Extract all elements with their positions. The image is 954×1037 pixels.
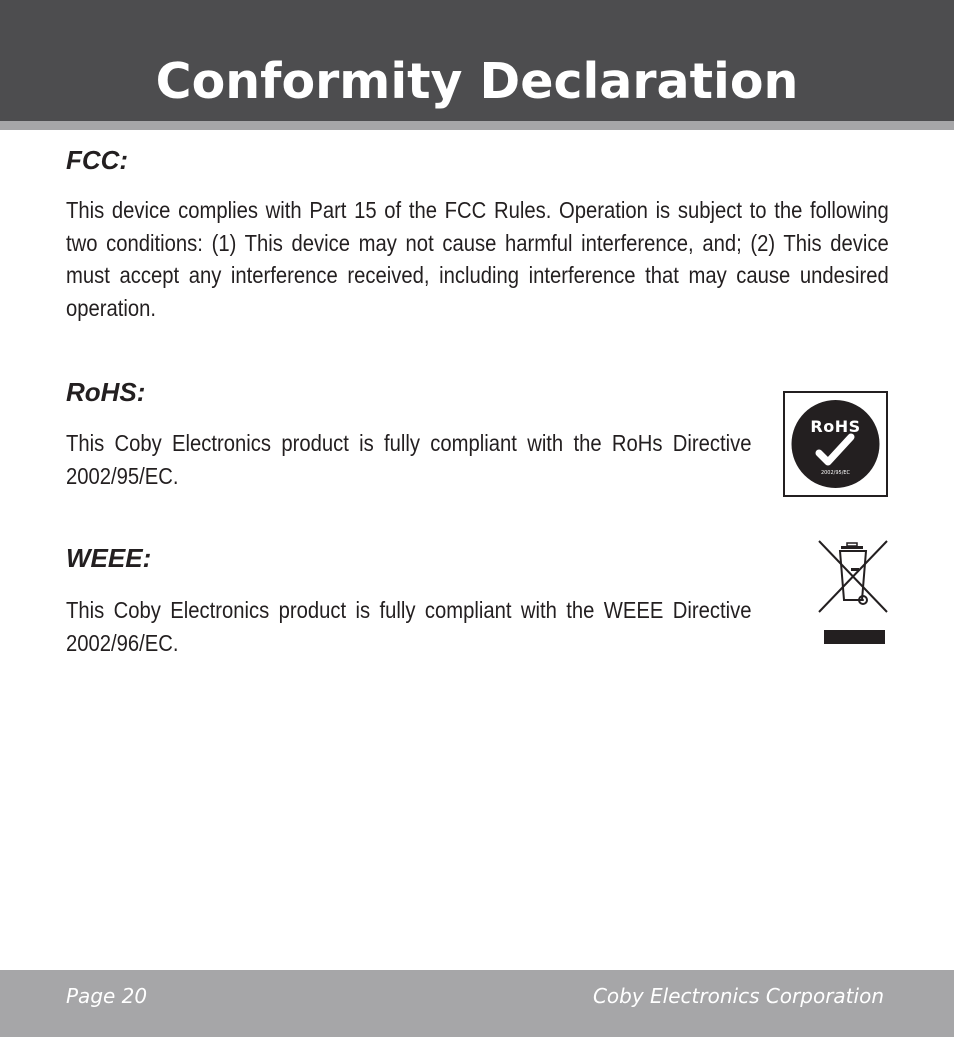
rohs-logo-icon <box>783 391 888 497</box>
company-name: Coby Electronics Corporation <box>592 984 884 1008</box>
rohs-logo-subtext: 2002/95/EC <box>820 470 851 476</box>
fcc-heading: FCC: <box>66 145 129 175</box>
weee-text: This Coby Electronics product is fully compliant with the WEEE Directive 2002/96/EC. <box>66 597 752 656</box>
weee-crossed-bin-icon <box>815 538 891 648</box>
page-title: Conformity Declaration <box>155 53 799 110</box>
weee-heading: WEEE: <box>66 543 152 573</box>
fcc-text: This device complies with Part 15 of the FCC Rules. Operation is subject to the following two conditions: (1) This device may not cause harmful interference, and; (2) This device must accept any interference received, including interference that may cause undesired operation. <box>66 197 889 321</box>
header-stripe <box>0 121 954 130</box>
rohs-logo-text: RoHS <box>810 417 861 436</box>
rohs-heading: RoHS: <box>66 377 146 407</box>
rohs-text: This Coby Electronics product is fully compliant with the RoHs Directive 2002/95/EC. <box>66 430 752 489</box>
page-number: Page 20 <box>66 984 148 1008</box>
